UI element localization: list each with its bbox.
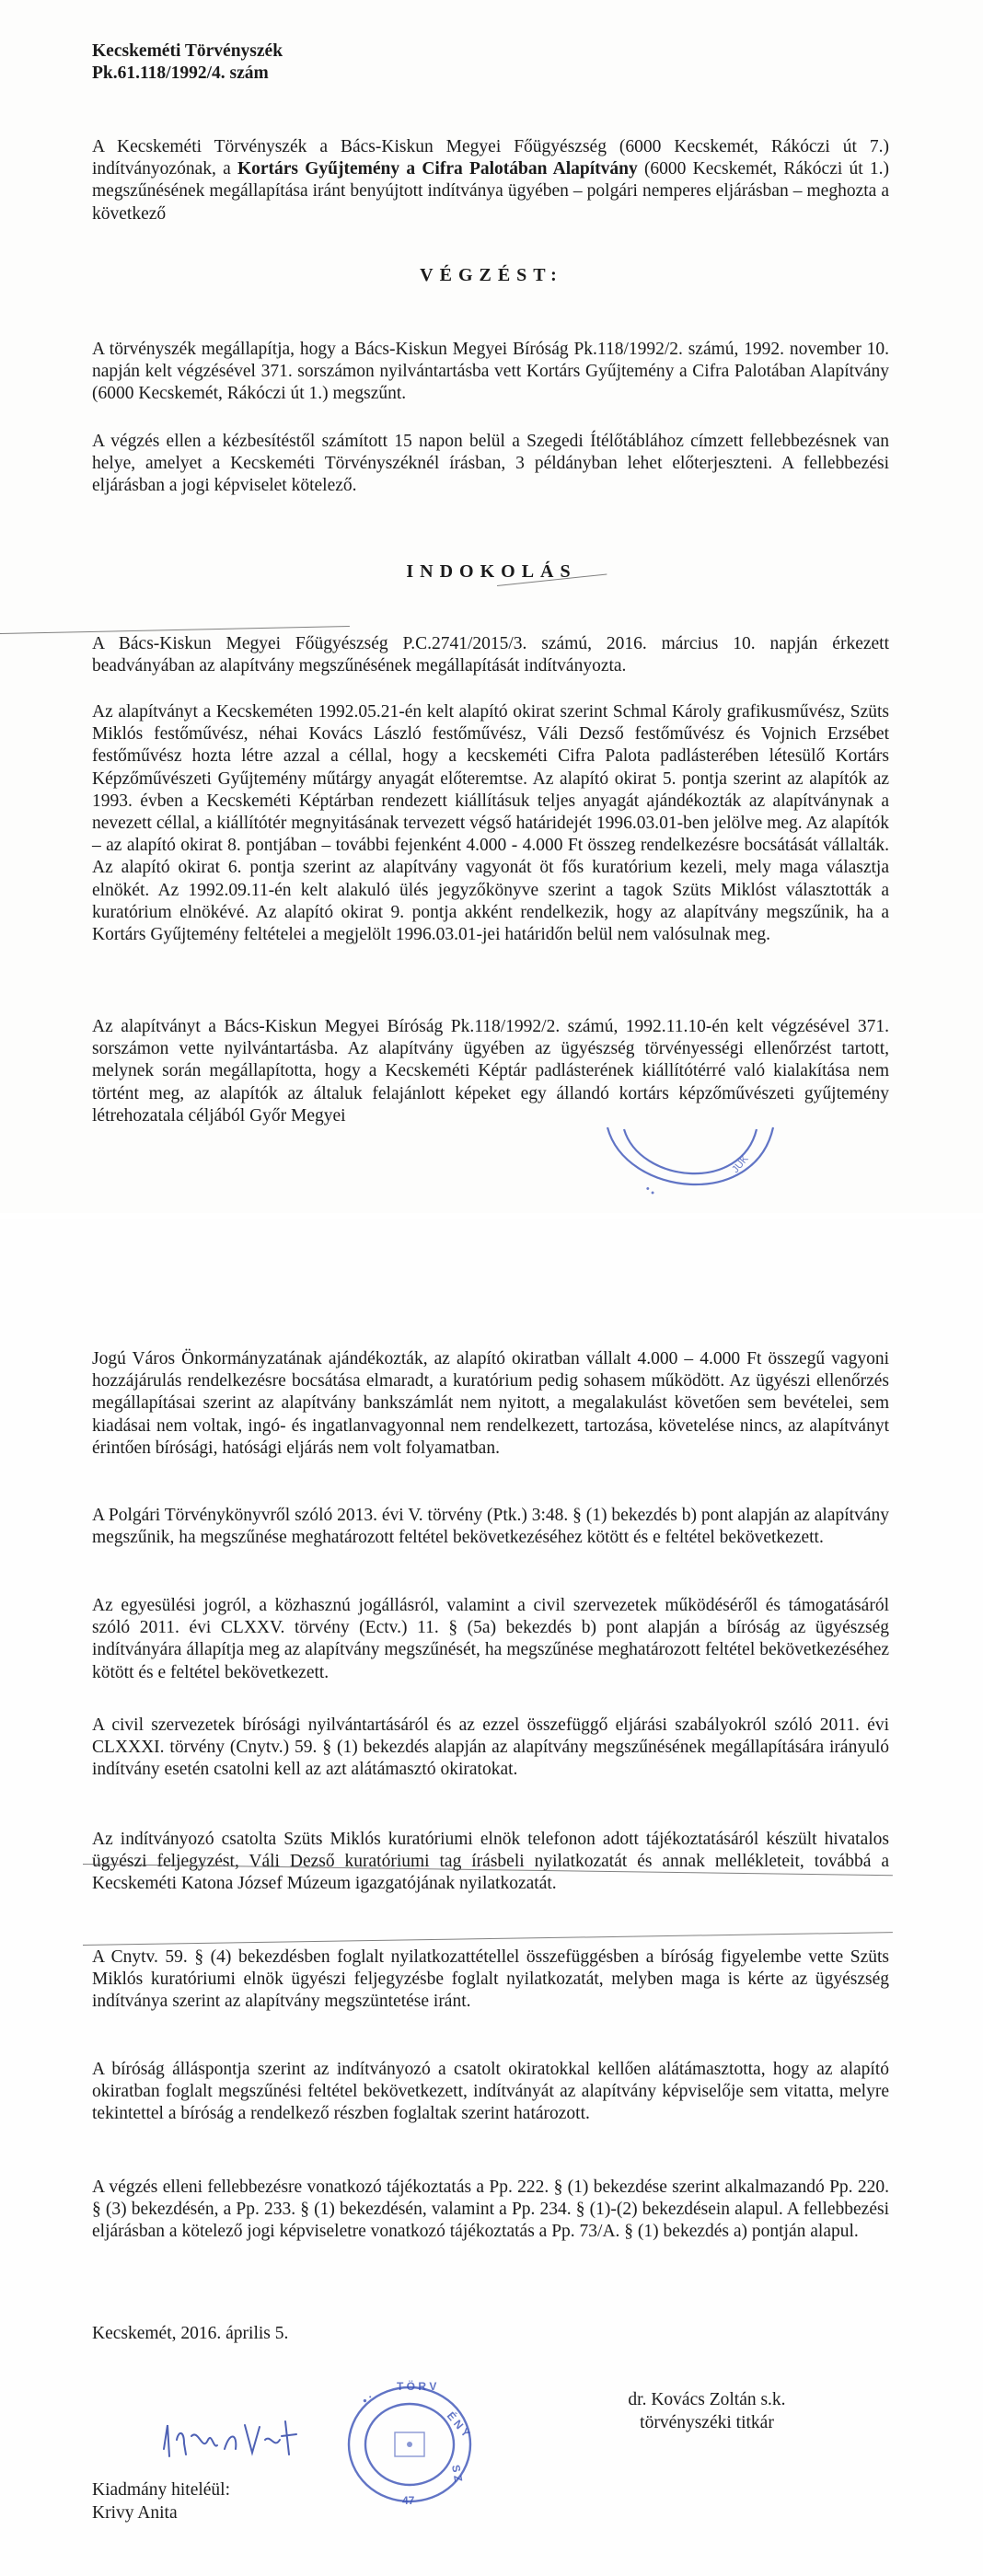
reasoning-paragraph-1: A Bács-Kiskun Megyei Főügyészség P.C.2741/2015/3. számú, 2016. március 10. napján érkezett beadványában az alapítvány megszűnésének megállapítását indítványozta. xyxy=(92,634,889,676)
svg-text:JUK: JUK xyxy=(730,1153,751,1175)
signer-title: törvényszéki titkár xyxy=(640,2413,774,2432)
reasoning-paragraph-11: A végzés elleni fellebbezésre vonatkozó tájékoztatás a Pp. 222. § (1) bekezdése szerint alkalmazandó Pp. 220. § (3) bekezdésén, a Pp. 233. § (1) bekezdésén, valamint a Pp. 234. § (1)-(2) bekezdésein alapul. A fellebbezési eljárásban a kötelező jogi képviseletre vonatkozó tájékoztatás a Pp. 73/A. § (1) bekezdés a) pontján alapul. xyxy=(92,2177,889,2242)
reasoning-paragraph-8: Az indítványozó csatolta Szüts Miklós kuratóriumi elnök telefonon adott tájékoztatásáról készült hivatalos ügyészi feljegyzést, Váli Dezső kuratóriumi tag írásbeli nyilatkozatát és annak mellékleteit, továbbá a Kecskeméti Katona József Múzeum igazgatójának nyilatkozatát. xyxy=(92,1830,889,1894)
document-page-1 xyxy=(0,0,983,1215)
court-name: Kecskeméti Törvényszék xyxy=(92,41,283,61)
place-date: Kecskemét, 2016. április 5. xyxy=(92,2324,289,2343)
case-number: Pk.61.118/1992/4. szám xyxy=(92,64,269,83)
reasoning-paragraph-9: A Cnytv. 59. § (4) bekezdésben foglalt nyilatkozattétellel összefüggésben a bíróság figyelembe vette Szüts Miklós kuratóriumi elnök ügyészi feljegyzésbe foglalt nyilatkozatát, melyben maga is kérte az ügyészség indítványa szerint az alapítvány megszüntetése iránt. xyxy=(92,1947,889,2012)
decision-paragraph-1: A törvényszék megállapítja, hogy a Bács-Kiskun Megyei Bíróság Pk.118/1992/2. számú, 1992. november 10. napján kelt végzésével 371. sorszámon nyilvántartásba vett Kortárs Gyűjtemény a Cifra Palotában Alapítvány (6000 Kecskemét, Rákóczi út 1.) megszűnt. xyxy=(92,340,889,404)
scan-stroke xyxy=(83,1932,893,1946)
decision-heading: VÉGZÉST: xyxy=(420,265,563,285)
reasoning-paragraph-3: Az alapítványt a Bács-Kiskun Megyei Bíróság Pk.118/1992/2. számú, 1992.11.10-én kelt végzésével 371. sorszámon vette nyilvántartásba. Az alapítvány ügyében az ügyészség törvényességi ellenőrzést tartott, melynek során megállapította, hogy a Kecskeméti Képtár padlásterének kiállítótérré való kialakítása nem történt meg, az alapítók az általuk felajánlott képeket egy állandó kortárs képzőművészeti gyűjtemény létrehozatala céljából Győr Megyei xyxy=(92,1017,889,1126)
signer-name: dr. Kovács Zoltán s.k. xyxy=(628,2390,786,2409)
reasoning-paragraph-4: Jogú Város Önkormányzatának ajándékozták, az alapító okiratban vállalt 4.000 – 4.000 Ft összegű vagyoni hozzájárulás rendelkezésre bocsátása elmaradt, a kuratórium pedig sohasem működött. Az ügyészi ellenőrzés megállapításai szerint az alapítvány bankszámlát nem nyitott, a megalakulást követően sem bevételei, sem kiadásai nem voltak, ingó- és ingatlanvagyonnal nem rendelkezett, tartozása, követelése nincs, az alapítványt érintően bírósági, hatósági eljárás nem volt folyamatban. xyxy=(92,1349,889,1458)
handwritten-signature xyxy=(156,2412,313,2477)
foundation-name: Kortárs Gyűjtemény a Cifra Palotában Alapítvány xyxy=(237,159,638,179)
certified-name: Krivy Anita xyxy=(92,2503,178,2523)
svg-text:47: 47 xyxy=(402,2494,415,2507)
signer-block xyxy=(569,2388,845,2434)
court-stamp-partial xyxy=(589,1109,792,1215)
svg-text:S Z: S Z xyxy=(449,2464,466,2483)
reasoning-paragraph-5: A Polgári Törvénykönyvről szóló 2013. évi V. törvény (Ptk.) 3:48. § (1) bekezdés b) pont alapján az alapítvány megszűnik, ha megszűnése meghatározott feltétel bekövetkezéséhez kötött és e feltétel bekövetkezett. xyxy=(92,1506,889,1548)
svg-text:• •: • • xyxy=(642,1184,658,1199)
svg-text:É N Y: É N Y xyxy=(444,2409,473,2440)
svg-text:• ·: • · xyxy=(359,2390,376,2408)
document-header xyxy=(92,40,283,85)
reasoning-paragraph-7: A civil szervezetek bírósági nyilvántartásáról és az ezzel összefüggő eljárási szabályokról szóló 2011. évi CLXXXI. törvény (Cnytv.) 59. § (1) bekezdés alapján az alapítvány megszűnésének megállapítására irányuló indítvány esetén csatolni kell az azt alátámasztó okiratokat. xyxy=(92,1715,889,1780)
certification-block xyxy=(92,2478,230,2524)
reasoning-paragraph-10: A bíróság álláspontja szerint az indítványozó a csatolt okiratokkal kellően alátámasztotta, hogy az alapító okiratban foglalt megszűnési feltétel bekövetkezett, indítványát az alapítvány képviselője sem vitatta, melyre tekintettel a bíróság a rendelkező részben foglaltak szerint határozott. xyxy=(92,2060,889,2124)
svg-text:T Ö R V: T Ö R V xyxy=(397,2380,437,2393)
reasoning-heading: INDOKOLÁS xyxy=(406,561,577,582)
document-page-2 xyxy=(0,1219,983,2576)
decision-paragraph-2: A végzés ellen a kézbesítéstől számított 15 napon belül a Szegedi Ítélőtáblához címzett fellebbezésnek van helye, amelyet a Kecskeméti Törvényszéknél írásban, 3 példányban lehet előterjeszteni. A fellebbezési eljárásban a jogi képviselet kötelező. xyxy=(92,432,889,496)
intro-paragraph: A Kecskeméti Törvényszék a Bács-Kiskun Megyei Főügyészség (6000 Kecskemét, Rákóczi út 7.) indítványozónak, a Kortárs Gyűjtemény a Cifra Palotában Alapítvány (6000 Kecskemét, Rákóczi út 1.) megszűnésének megállapítása iránt benyújtott indítványa ügyében – polgári nemperes eljárásban – meghozta a következő xyxy=(92,137,890,224)
court-stamp xyxy=(336,2375,483,2513)
reasoning-paragraph-2: Az alapítványt a Kecskeméten 1992.05.21-én kelt alapító okirat szerint Schmal Károly grafikusművész, Szüts Miklós festőművész, néhai Kovács László festőművész, Váli Dezső festőművész és Vojnich Erzsébet festőművész hozta létre azzal a céllal, hogy a kecskeméti Cifra Palota padlásterében létesülő Kortárs Képzőművészeti Gyűjtemény műtárgy anyagát előteremtse. Az alapító okirat 5. pontja szerint az alapítók az 1993. évben a Kecskeméti Képtárban rendezett kiállításuk teljes anyagát ajándékozták az alapítványnak a nevezett céllal, a kiállítótér megnyitásának tervezett végső határidejét 1996.03.01-ben jelölve meg. Az alapítók – az alapító okirat 8. pontjában – további fejenként 4.000 - 4.000 Ft összeg rendelkezésre bocsátását vállalták. Az alapító okirat 6. pontja szerint az alapítvány vagyonát öt fős kuratórium kezeli, mely maga választja elnökét. Az 1992.09.11-én kelt alakuló ülés jegyzőkönyve szerint a tagok Szüts Miklóst választották a kuratórium elnökévé. Az alapító okirat 9. pontja akként rendelkezik, hogy az alapítvány megszűnik, ha a Kortárs Gyűjtemény feltételei a megjelölt 1996.03.01-jei határidőn belül nem valósulnak meg. xyxy=(92,702,889,945)
reasoning-paragraph-6: Az egyesülési jogról, a közhasznú jogállásról, valamint a civil szervezetek működéséről és támogatásáról szóló 2011. évi CLXXV. törvény (Ectv.) 11. § (5a) bekezdés b) pont alapján a bíróság az ügyészség indítványára állapítja meg az alapítvány megszűnését, ha megszűnése meghatározott feltétel bekövetkezéséhez kötött és e feltétel bekövetkezett. xyxy=(92,1596,889,1682)
certified-label: Kiadmány hiteléül: xyxy=(92,2480,231,2500)
